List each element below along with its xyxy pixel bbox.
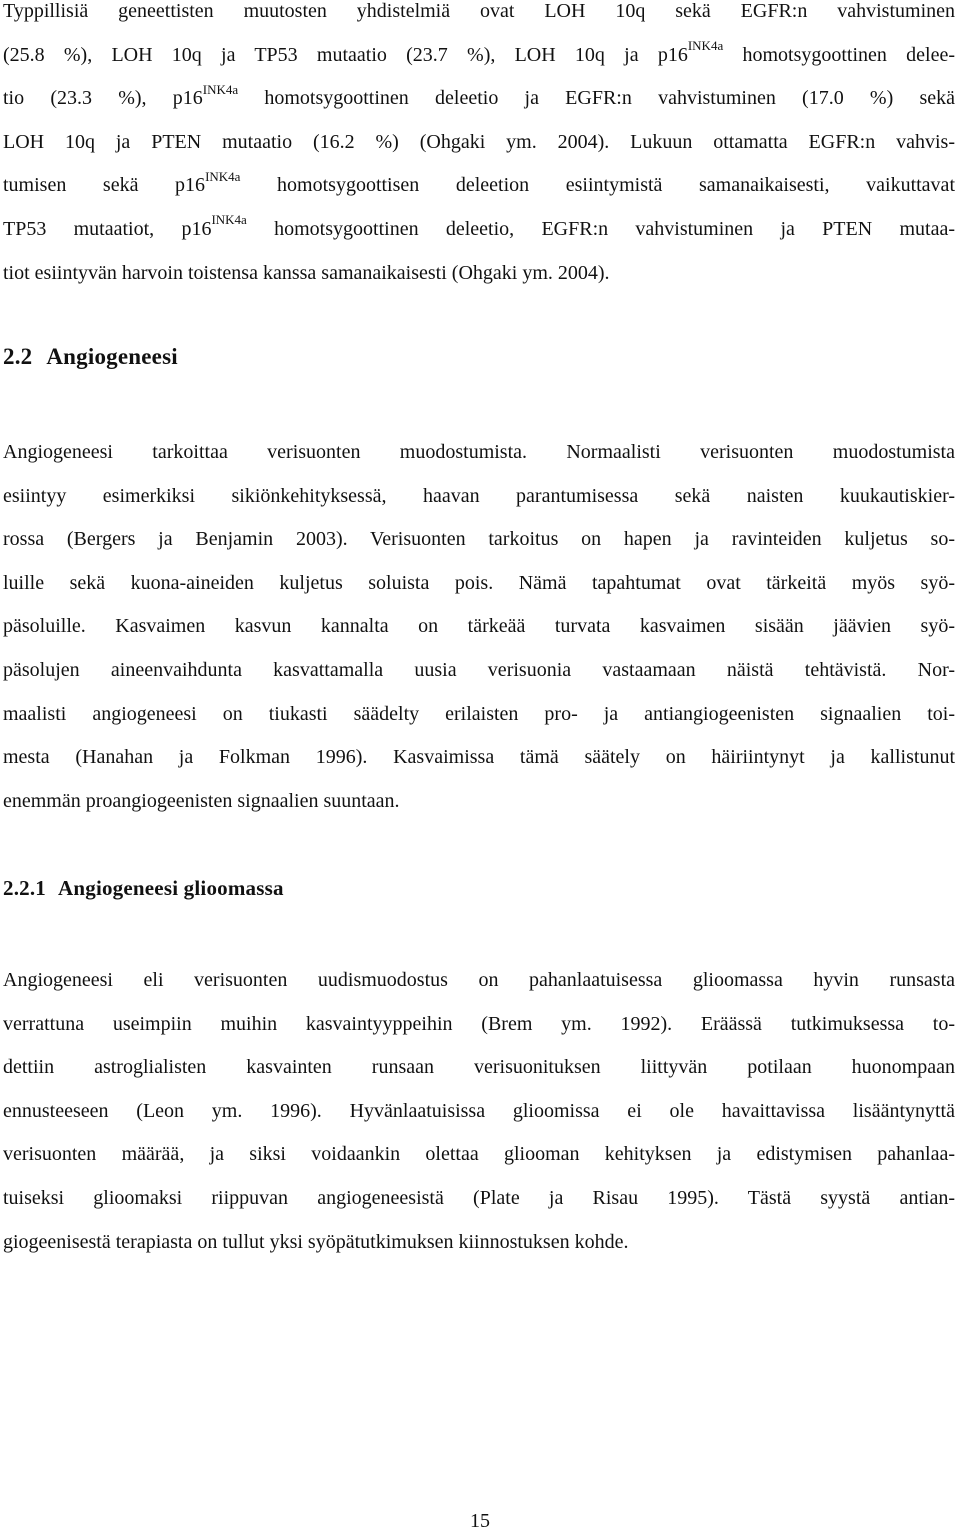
superscript: INK4a xyxy=(687,37,724,53)
superscript: INK4a xyxy=(205,168,241,184)
text-line xyxy=(3,252,955,296)
superscript: INK4a xyxy=(202,81,239,97)
text-run: tio (23.3 %), p16 xyxy=(3,87,203,110)
text-line xyxy=(3,208,955,252)
section-heading-angiogenesis xyxy=(3,344,178,370)
paragraph-genetic-alterations xyxy=(3,0,955,295)
text-line xyxy=(3,431,955,475)
text-run: homotsygoottinen deleetio, EGFR:n vahvistuminen ja PTEN mutaa- xyxy=(246,217,955,240)
text-run: esiintyy esimerkiksi sikiönkehityksessä, haavan parantumisessa sekä naisten kuukautiskier- xyxy=(3,484,955,507)
text-run: (25.8 %), LOH 10q ja TP53 mutaatio (23.7 %), LOH 10q ja p16 xyxy=(3,43,688,66)
text-run: päsolujen aineenvaihdunta kasvattamalla uusia verisuonia vastaamaan näistä tehtävistä. Nor- xyxy=(3,658,955,681)
text-run: homotsygoottinen deleetio ja EGFR:n vahvistuminen (17.0 %) sekä xyxy=(238,87,956,110)
text-run: luille sekä kuona-aineiden kuljetus soluista pois. Nämä tapahtumat ovat tärkeitä myös syö- xyxy=(3,571,955,594)
text-run: dettiin astroglialisten kasvainten runsaan verisuonituksen liittyvän potilaan huonompaan xyxy=(3,1056,955,1079)
text-run: maalisti angiogeneesi on tiukasti säädelty erilaisten pro- ja antiangiogeenisten signaalien toi- xyxy=(3,702,955,725)
text-run: Angiogeneesi eli verisuonten uudismuodostus on pahanlaatuisessa glioomassa hyvin runsasta xyxy=(3,969,955,991)
text-run: tuiseksi glioomaksi riippuvan angiogeneesistä (Plate ja Risau 1995). Tästä syystä antian- xyxy=(3,1186,955,1209)
text-line xyxy=(3,693,955,737)
section-number: 2.2 xyxy=(3,344,33,369)
text-line xyxy=(3,0,955,34)
text-run: tiot esiintyvän harvoin toistensa kanssa samanaikaisesti (Ohgaki ym. 2004). xyxy=(3,261,610,284)
text-run: giogeenisestä terapiasta on tullut yksi syöpätutkimuksen kiinnostuksen kohde. xyxy=(3,1230,629,1253)
text-run: Typpillisiä geneettisten muutosten yhdistelmiä ovat LOH 10q sekä EGFR:n vahvistuminen xyxy=(3,0,955,22)
text-line xyxy=(3,1221,955,1265)
text-run: homotsygoottisen deleetion esiintymistä samanaikaisesti, vaikuttavat xyxy=(240,174,955,197)
text-run: LOH 10q ja PTEN mutaatio (16.2 %) (Ohgaki ym. 2004). Lukuun ottamatta EGFR:n vahvis- xyxy=(3,130,955,153)
text-line xyxy=(3,1177,955,1221)
text-line xyxy=(3,1133,955,1177)
text-line xyxy=(3,1003,955,1047)
subsection-heading-angiogenesis-glioma xyxy=(3,876,284,901)
text-line xyxy=(3,121,955,165)
text-line xyxy=(3,605,955,649)
text-run: rossa (Bergers ja Benjamin 2003). Verisuonten tarkoitus on hapen ja ravinteiden kuljetus so- xyxy=(3,528,955,551)
subsection-title: Angiogeneesi glioomassa xyxy=(58,876,284,900)
text-line xyxy=(3,518,955,562)
text-run: Angiogeneesi tarkoittaa verisuonten muodostumista. Normaalisti verisuonten muodostumista xyxy=(3,441,955,463)
text-line xyxy=(3,736,955,780)
text-line xyxy=(3,562,955,606)
subsection-number: 2.2.1 xyxy=(3,876,46,900)
text-line xyxy=(3,1090,955,1134)
text-run: TP53 mutaatiot, p16 xyxy=(3,217,212,240)
text-line xyxy=(3,164,955,208)
text-line xyxy=(3,1046,955,1090)
text-run: tumisen sekä p16 xyxy=(3,174,206,197)
text-run: enemmän proangiogeenisten signaalien suuntaan. xyxy=(3,789,400,812)
text-run: verisuonten määrää, ja siksi voidaankin olettaa gliooman kehityksen ja edistymisen pahanlaa- xyxy=(3,1143,955,1166)
paragraph-angiogenesis-glioma xyxy=(3,959,955,1264)
text-line xyxy=(3,959,955,1003)
text-run: verrattuna useimpiin muihin kasvaintyyppeihin (Brem ym. 1992). Eräässä tutkimuksessa to- xyxy=(3,1012,955,1035)
section-title: Angiogeneesi xyxy=(46,344,178,369)
text-run: homotsygoottinen delee- xyxy=(723,43,955,66)
superscript: INK4a xyxy=(211,212,247,228)
text-run: mesta (Hanahan ja Folkman 1996). Kasvaimissa tämä säätely on häiriintynyt ja kallistunut xyxy=(3,746,955,769)
text-line xyxy=(3,780,955,824)
text-line xyxy=(3,649,955,693)
text-run: päsoluille. Kasvaimen kasvun kannalta on tärkeää turvata kasvaimen sisään jäävien syö- xyxy=(3,615,955,638)
text-line xyxy=(3,34,955,78)
page-number: 15 xyxy=(470,1510,490,1532)
paragraph-angiogenesis-intro xyxy=(3,431,955,823)
text-line xyxy=(3,77,955,121)
text-line xyxy=(3,475,955,519)
text-run: ennusteeseen (Leon ym. 1996). Hyvänlaatuisissa glioomissa ei ole havaittavissa lisääntynyttä xyxy=(3,1099,955,1122)
